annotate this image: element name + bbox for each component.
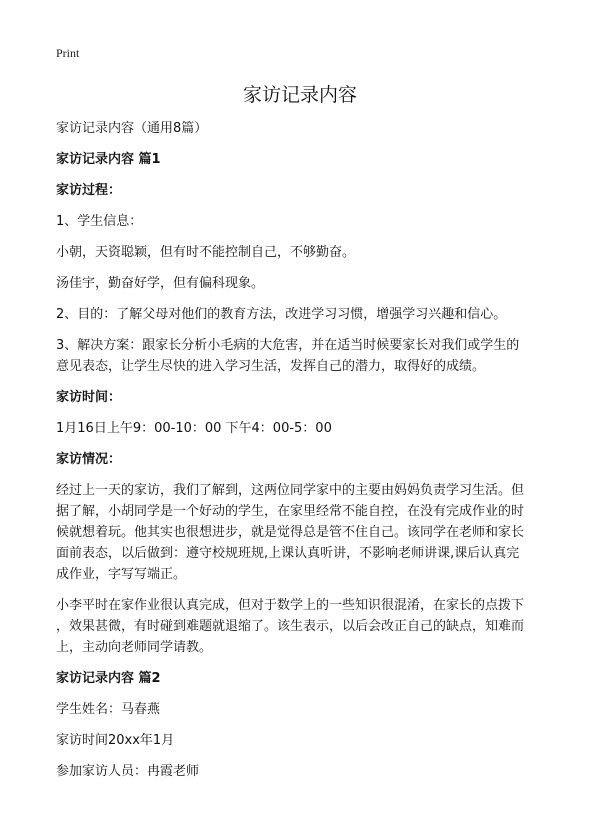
section-heading-part1: 家访记录内容 篇1 bbox=[56, 152, 161, 167]
print-link[interactable]: Print bbox=[56, 46, 80, 60]
time-value: 1月16日上午9：00-10：00 下午4：00-5：00 bbox=[56, 421, 332, 436]
process-heading: 家访过程： bbox=[56, 183, 122, 198]
situation-1-line-4: 面前表态，以后做到：遵守校规班规,上课认真听讲，不影响老师讲课,课后认真完 bbox=[56, 546, 520, 561]
situation-heading: 家访情况： bbox=[56, 452, 122, 467]
student-note-2: 汤佳宇，勤奋好学，但有偏科现象。 bbox=[56, 276, 265, 291]
participants: 参加家访人员：冉霞老师 bbox=[56, 764, 200, 779]
situation-1-line-1: 经过上一天的家访，我们了解到，这两位同学家中的主要由妈妈负责学习生活。但 bbox=[56, 483, 525, 498]
document-body bbox=[56, 118, 546, 782]
situation-1-line-2: 据了解，小胡同学是一个好动的学生，在家里经常不能自控，在没有完成作业的时 bbox=[56, 504, 525, 519]
student-note-1: 小朝，天资聪颖，但有时不能控制自己，不够勤奋。 bbox=[56, 245, 356, 260]
situation-2-line-3: 上，主动向老师同学请教。 bbox=[56, 640, 213, 655]
situation-1-line-3: 候就想着玩。他其实也很想进步，就是觉得总是管不住自己。该同学在老师和家长 bbox=[56, 525, 525, 540]
situation-2-line-1: 小李平时在家作业很认真完成，但对于数学上的一些知识很混淆，在家长的点拨下 bbox=[56, 598, 525, 613]
visit-time: 家访时间20xx年1月 bbox=[56, 733, 175, 748]
section-heading-part2: 家访记录内容 篇2 bbox=[56, 671, 161, 686]
document-subtitle: 家访记录内容（通用8篇） bbox=[56, 121, 208, 136]
student-name: 学生姓名：马春燕 bbox=[56, 702, 161, 717]
situation-1-line-5: 成作业，字写写端正。 bbox=[56, 567, 187, 582]
time-heading: 家访时间： bbox=[56, 390, 122, 405]
item-solution-line-2: 意见表态，让学生尽快的进入学习生活，发挥自己的潜力，取得好的成绩。 bbox=[56, 359, 486, 374]
page-title: 家访记录内容 bbox=[242, 84, 357, 106]
item-purpose: 2、目的：了解父母对他们的教育方法，改进学习习惯，增强学习兴趣和信心。 bbox=[56, 307, 507, 322]
item-solution-line-1: 3、解决方案：跟家长分析小毛病的大危害，并在适当时候要家长对我们或学生的 bbox=[56, 338, 520, 353]
item-student-info: 1、学生信息： bbox=[56, 214, 143, 229]
situation-2-line-2: ，效果甚微，有时碰到难题就退缩了。该生表示，以后会改正自己的缺点，知难而 bbox=[56, 619, 525, 634]
